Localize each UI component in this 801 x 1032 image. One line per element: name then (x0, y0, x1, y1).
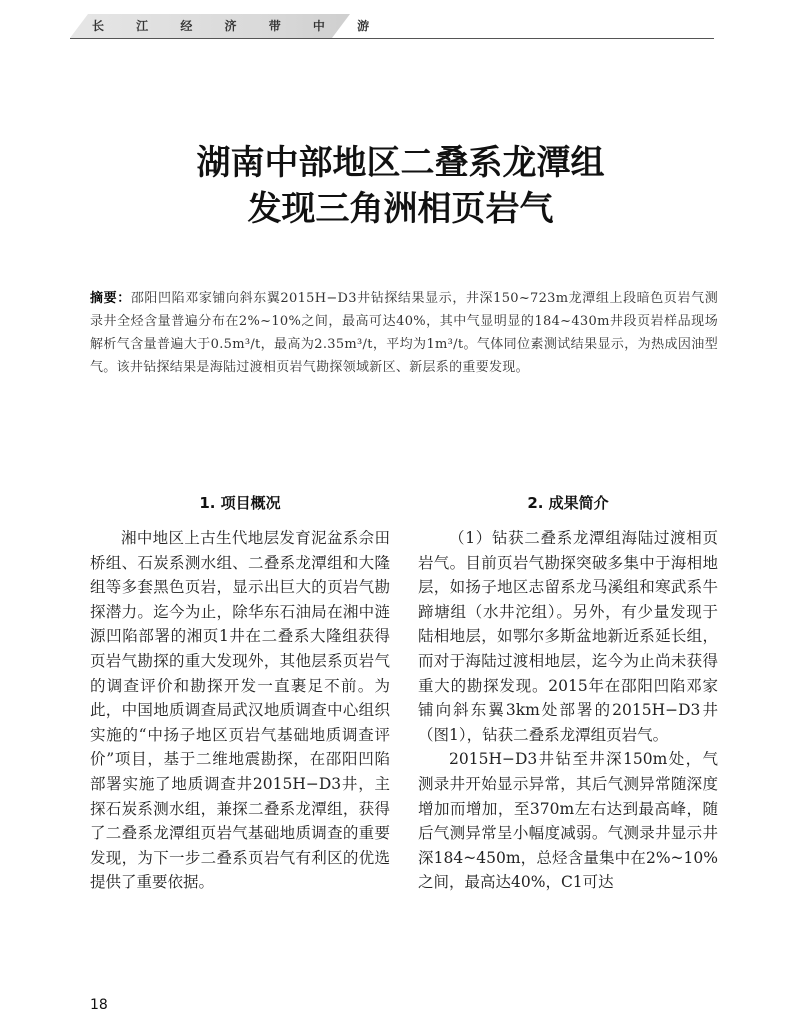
header-rule (70, 38, 714, 39)
page-number: 18 (90, 997, 108, 1013)
article-title (0, 140, 801, 232)
title-line-2: 发现三角洲相页岩气 (247, 189, 554, 229)
abstract (90, 287, 718, 379)
section-2-paragraph-1: （1）钻获二叠系龙潭组海陆过渡相页岩气。目前页岩气勘探突破多集中于海相地层，如扬子地区志留系龙马溪组和寒武系牛蹄塘组（水井沱组）。另外，有少量发现于陆相地层，如鄂尔多斯盆地新近系延长组，而对于海陆过渡相地层，迄今为止尚未获得重大的勘探发现。2015年在邵阳凹陷邓家铺向斜东翼3km处部署的2015H−D3井（图1），钻获二叠系龙潭组页岩气。 (418, 529, 718, 744)
running-header (70, 14, 714, 40)
abstract-label: 摘要： (90, 291, 131, 306)
section-1-heading: 1. 项目概况 (199, 494, 281, 512)
section-1-paragraph: 湘中地区上古生代地层发育泥盆系佘田桥组、石炭系测水组、二叠系龙潭组和大隆组等多套黑色页岩，显示出巨大的页岩气勘探潜力。迄今为止，除华东石油局在湘中涟源凹陷部署的湘页1井在二叠系大隆组获得页岩气勘探的重大发现外，其他层系页岩气的调查评价和勘探开发一直裹足不前。为此，中国地质调查局武汉地质调查中心组织实施的“中扬子地区页岩气基础地质调查评价”项目，基于二维地震勘探，在邵阳凹陷部署实施了地质调查井2015H−D3井，主探石炭系测水组，兼探二叠系龙潭组，获得了二叠系龙潭组页岩气基础地质调查的重要发现，为下一步二叠系页岩气有利区的优选提供了重要依据。 (90, 529, 390, 892)
column-left (90, 492, 390, 895)
column-right (418, 492, 718, 895)
title-line-1: 湖南中部地区二叠系龙潭组 (196, 143, 605, 183)
section-2-paragraph-2: 2015H−D3井钻至井深150m处，气测录井开始显示异常，其后气测异常随深度增加而增加，至370m左右达到最高峰，随后气测异常呈小幅度减弱。气测录井显示井深184~450m，总烃含量集中在2%~10%之间，最高达40%，C1可达 (418, 750, 718, 892)
abstract-text: 邵阳凹陷邓家铺向斜东翼2015H−D3井钻探结果显示，井深150~723m龙潭组上段暗色页岩气测录井全烃含量普遍分布在2%~10%之间，最高可达40%，其中气显明显的184~430m井段页岩样品现场解析气含量普遍大于0.5m³/t，最高为2.35m³/t，平均为1m³/t。气体同位素测试结果显示，为热成因油型气。该井钻探结果是海陆过渡相页岩气勘探领域新区、新层系的重要发现。 (90, 291, 718, 375)
running-header-label: 长 江 经 济 带 中 游 (92, 19, 384, 33)
section-2-heading: 2. 成果简介 (527, 494, 609, 512)
